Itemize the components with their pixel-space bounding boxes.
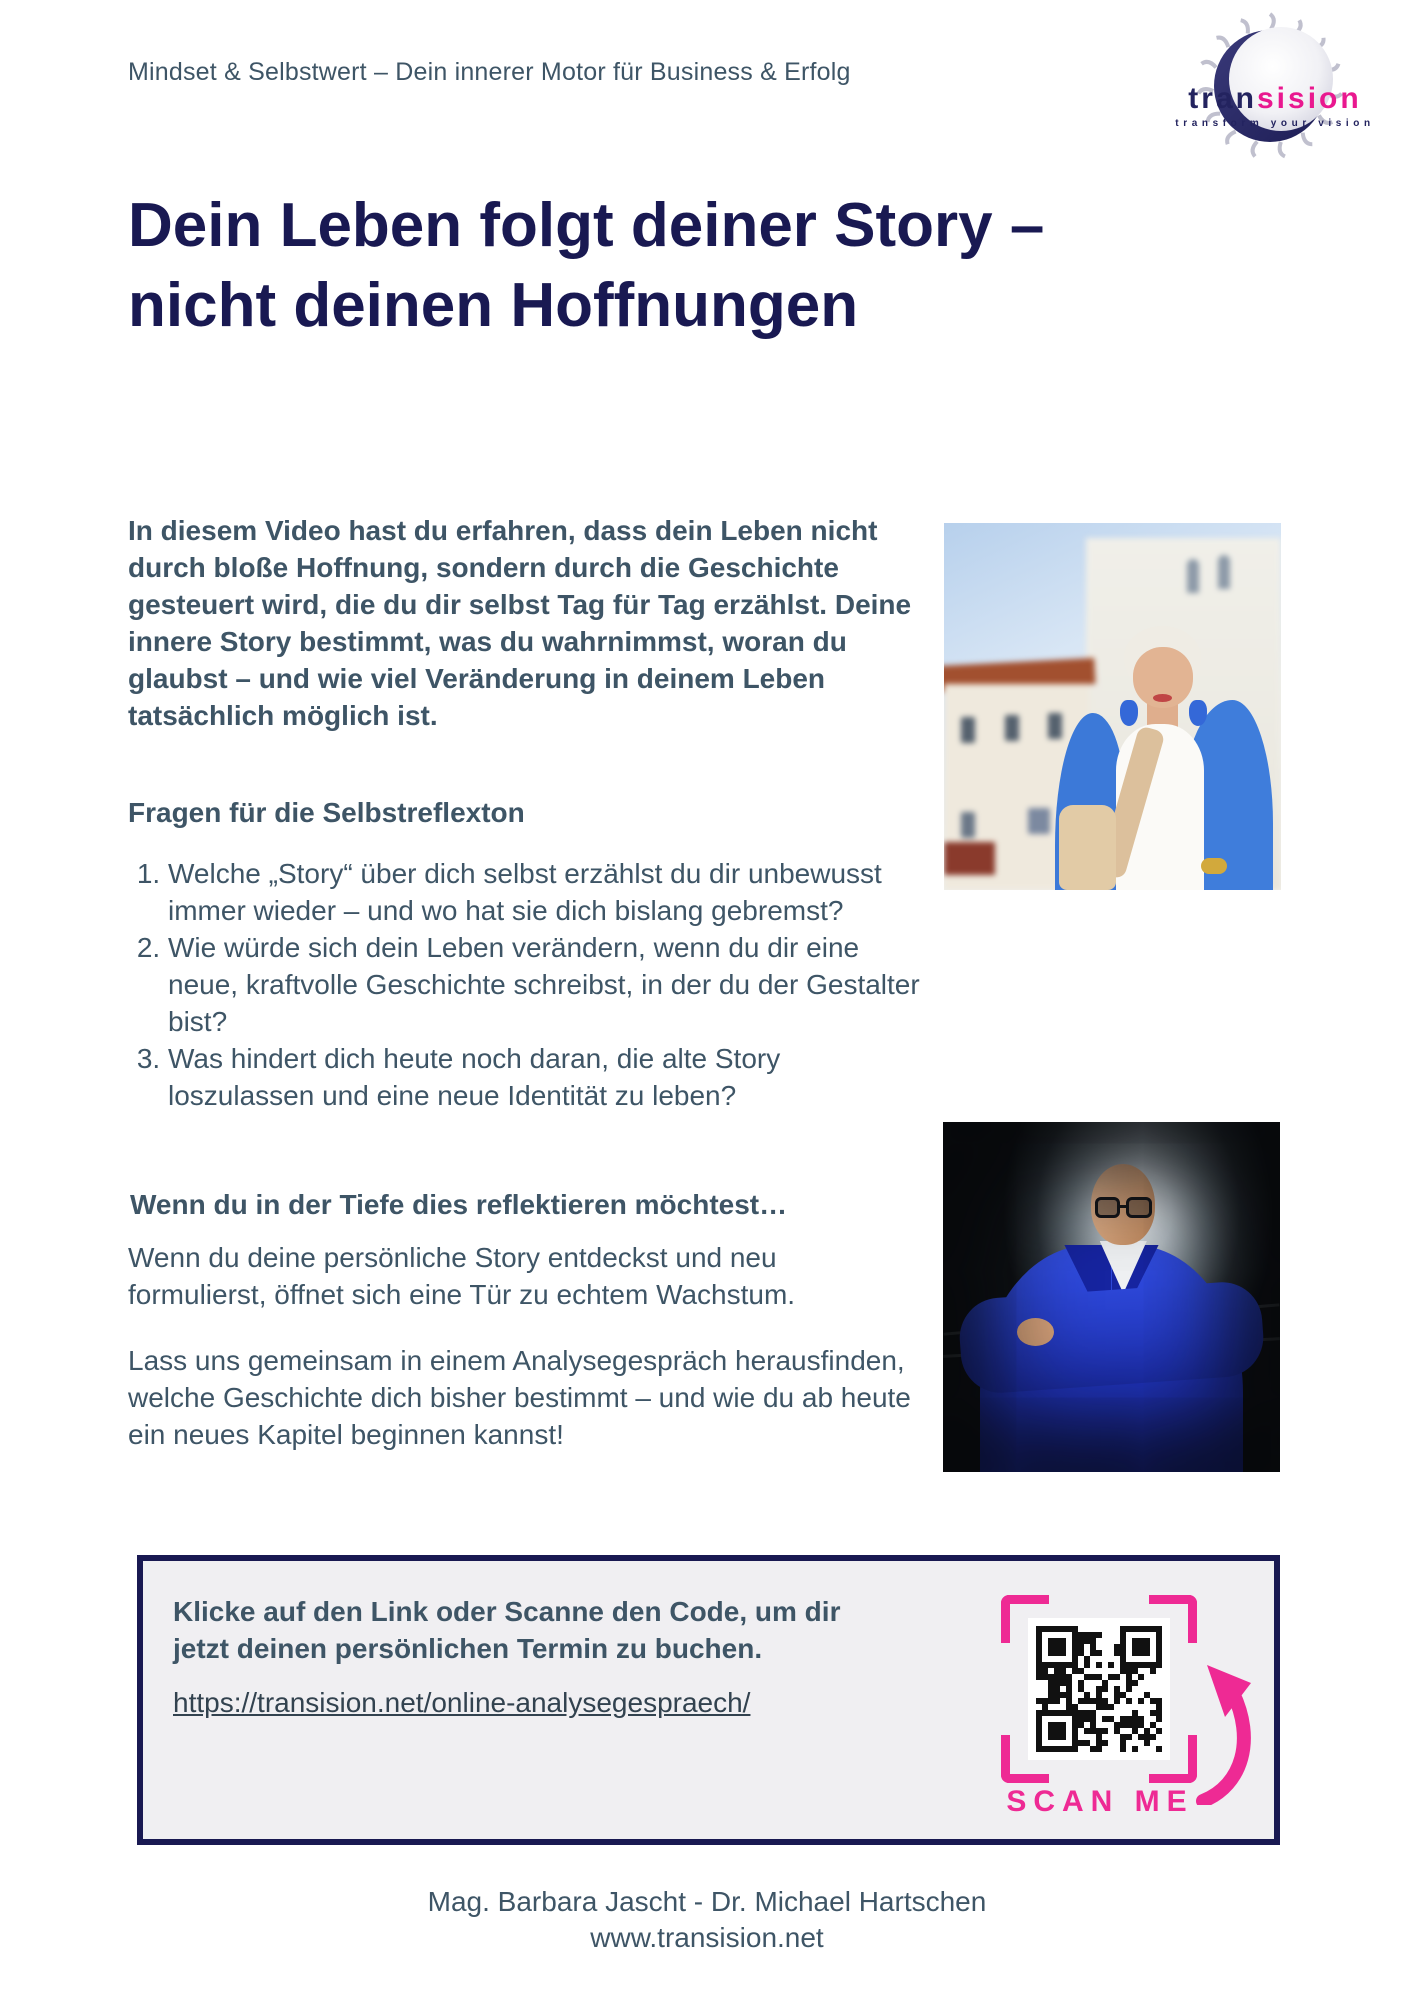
logo-wordmark-pink: sision (1256, 82, 1362, 115)
intro-paragraph: In diesem Video hast du erfahren, dass dein Leben nicht durch bloße Hoffnung, sondern durch die Geschichte gesteuert wird, die du dir selbst Tag für Tag erzählst. Deine innere Story bestimmt, was du wahrnimmst, woran du glaubst – und wie viel Veränderung in deinem Leben tatsächlich möglich ist. (128, 515, 912, 731)
footer-names: Mag. Barbara Jascht - Dr. Michael Hartschen (427, 1886, 987, 1917)
building-window (1005, 715, 1019, 741)
question-item-1: 1. Welche „Story“ über dich selbst erzählst du dir unbewusst immer wieder – und wo hat sie dich bislang gebremst? (168, 855, 930, 929)
page-title-line2: nicht deinen Hoffnungen (128, 271, 859, 340)
booking-link[interactable]: https://transision.net/online-analysegespraech/ (173, 1687, 751, 1718)
page-footer (0, 1884, 1414, 1956)
blue-earring (1189, 700, 1207, 726)
red-awning (944, 842, 995, 875)
reflection-heading: Fragen für die Selbstreflexton (128, 797, 525, 828)
scan-corner-brackets-icon (1001, 1595, 1197, 1783)
logo-tagline: transform your vision (1175, 118, 1375, 129)
tower-window (1187, 559, 1199, 593)
deep-dive-paragraph-2: Lass uns gemeinsam in einem Analysegespräch herausfinden, welche Geschichte dich bisher bestimmt – und wie du ab heute ein neues Kapitel beginnen kannst! (128, 1345, 911, 1450)
photo-man-tunnel (943, 1122, 1280, 1472)
question-item-2: 2. Wie würde sich dein Leben verändern, wenn du dir eine neue, kraftvolle Geschichte schreibst, in der du der Gestalter bist? (168, 929, 930, 1040)
header-tagline: Mindset & Selbstwert – Dein innerer Motor für Business & Erfolg (128, 58, 851, 86)
building-window (961, 717, 975, 743)
building-window (961, 812, 975, 838)
tower-window (1218, 555, 1230, 589)
transision-logo (1160, 8, 1390, 178)
booking-cta-box (137, 1555, 1280, 1845)
curved-scan-arrow-icon (1189, 1653, 1261, 1805)
question-item-3: 3. Was hindert dich heute noch daran, die alte Story loszulassen und eine neue Identität zu leben? (168, 1040, 930, 1114)
logo-wordmark-dark: tran (1188, 82, 1257, 115)
qr-code-icon (1036, 1626, 1162, 1752)
blue-earring (1120, 700, 1138, 726)
page-title-line1: Dein Leben folgt deiner Story – (128, 191, 1045, 260)
gold-bracelet (1201, 858, 1227, 874)
photo-vignette (943, 1122, 1280, 1472)
photo-woman-street (944, 523, 1281, 890)
qr-code (1028, 1618, 1170, 1760)
cta-text: Klicke auf den Link oder Scanne den Code, um dir jetzt deinen persönlichen Termin zu buchen. (173, 1596, 841, 1664)
beige-handbag (1059, 805, 1115, 890)
reflection-question-list (130, 855, 930, 1114)
deep-dive-heading: Wenn du in der Tiefe dies reflektieren möchtest… (130, 1189, 788, 1220)
scan-me-label: SCAN ME (1006, 1785, 1194, 1818)
page-title (128, 186, 1228, 346)
deep-dive-paragraph-1: Wenn du deine persönliche Story entdeckst und neu formulierst, öffnet sich eine Tür zu echtem Wachstum. (128, 1242, 796, 1310)
woman-figure (1055, 626, 1264, 890)
footer-website: www.transision.net (590, 1922, 824, 1953)
logo-wordmark (1160, 82, 1390, 116)
building-window (1028, 808, 1050, 834)
